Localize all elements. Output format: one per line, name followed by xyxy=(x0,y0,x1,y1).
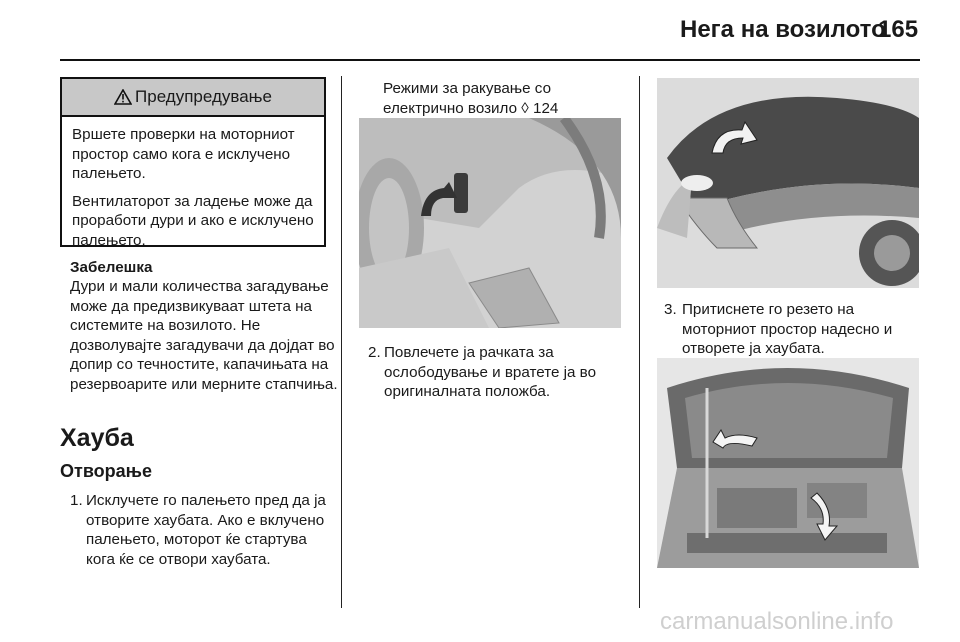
step-number: 3. xyxy=(664,301,677,318)
step-text: Притиснете го резето на моторниот простор надесно и отворете ја хаубата. xyxy=(682,301,893,357)
warning-header xyxy=(62,79,324,117)
warning-box xyxy=(60,77,326,247)
page-number: 165 xyxy=(878,16,919,43)
step-number: 1. xyxy=(70,492,83,509)
mode-reference xyxy=(383,79,623,118)
reference-text: Режими за ракување со електрично возило xyxy=(383,80,552,117)
column-divider-2 xyxy=(639,76,640,608)
note-label: Забелешка xyxy=(70,259,153,276)
reference-symbol: ◊ xyxy=(521,99,529,117)
release-lever-image xyxy=(359,118,621,328)
warning-paragraph: Вршете проверки на моторниот простор само кога е исклучено палењето. xyxy=(72,126,295,182)
section-title: Хауба xyxy=(60,424,134,452)
step-1 xyxy=(70,491,332,569)
watermark: carmanualsonline.info xyxy=(660,608,894,635)
note-text: Дури и мали количества загадување може да предизвикуваат штета на системите на возилото. Не дозволувајте загадувачи да дојдат во допир со течностите, капачињата на резервоарите или мерните стапчиња. xyxy=(70,278,338,393)
step-text: Исклучете го палењето пред да ја отворите хаубата. Ако е вклучено палењето, моторот ќе стартува кога ќе се отвори хаубата. xyxy=(86,492,326,568)
step-3 xyxy=(664,300,922,359)
warning-triangle-icon xyxy=(114,89,132,105)
reference-page: 124 xyxy=(533,99,559,117)
step-2 xyxy=(368,343,626,402)
header-divider xyxy=(60,59,920,61)
subsection-title: Отворање xyxy=(60,461,152,481)
warning-title: Предупредување xyxy=(135,87,272,106)
hood-latch-image xyxy=(657,78,919,288)
hood-open-image xyxy=(657,358,919,568)
page-header-title: Нега на возилото xyxy=(680,16,886,43)
warning-body xyxy=(62,117,324,250)
column-divider-1 xyxy=(341,76,342,608)
step-number: 2. xyxy=(368,344,381,361)
step-text: Повлечете ја рачката за ослободување и вратете ја во оригиналната положба. xyxy=(384,344,597,400)
warning-paragraph: Вентилаторот за ладење може да проработи дури и ако е исклучено палењето. xyxy=(72,192,314,249)
